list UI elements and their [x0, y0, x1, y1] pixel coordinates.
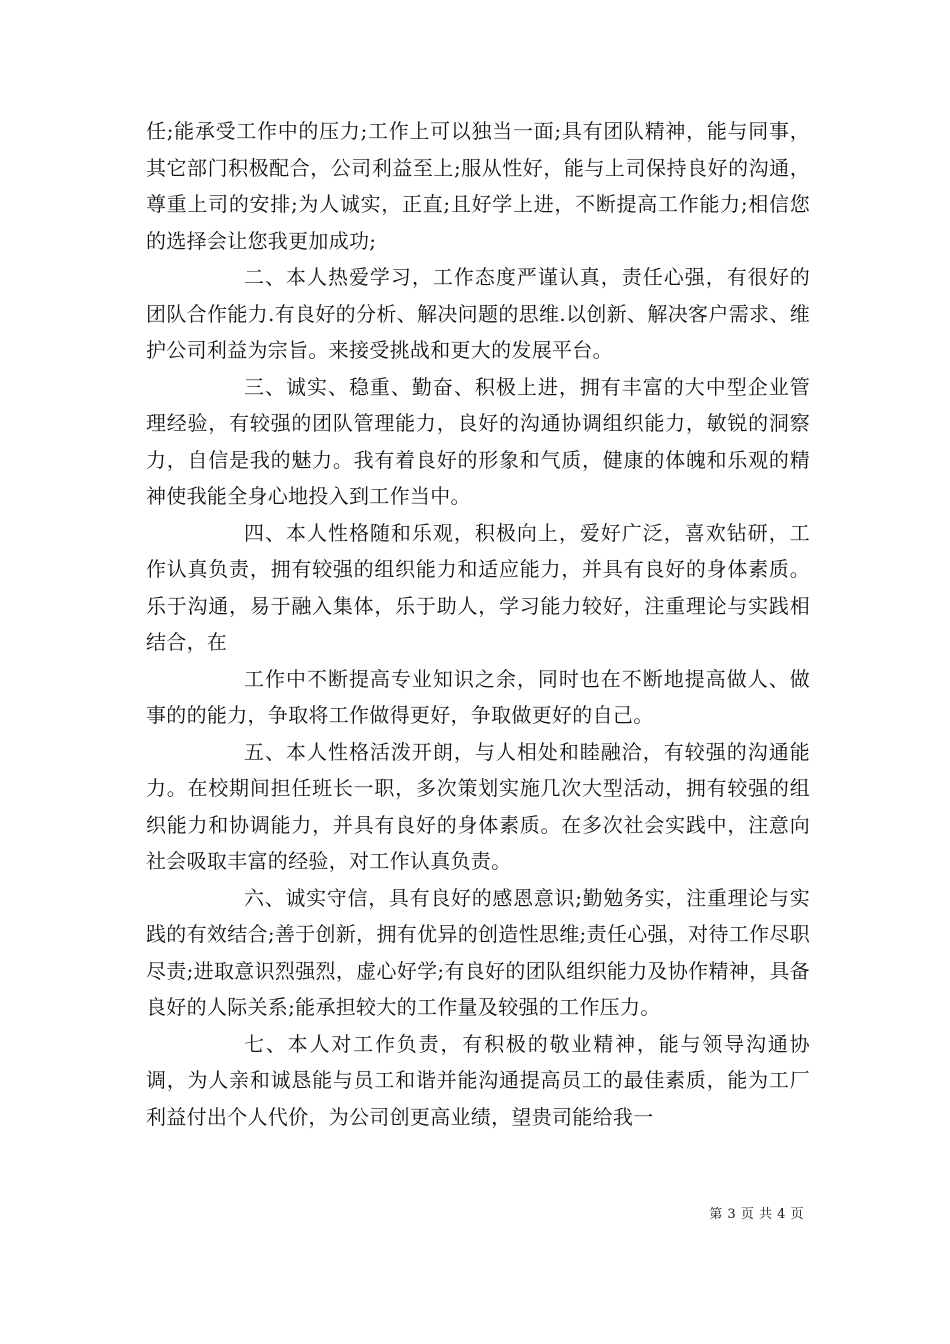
paragraph-5: 五、本人性格活泼开朗，与人相处和睦融洽，有较强的沟通能力。在校期间担任班长一职，多次策划实施几次大型活动，拥有较强的组织能力和协调能力，并具有良好的身体素质。在多次社会实践中，注意向社会吸取丰富的经验，对工作认真负责。 — [146, 739, 810, 873]
paragraph-4: 四、本人性格随和乐观，积极向上，爱好广泛，喜欢钻研，工作认真负责，拥有较强的组织能力和适应能力，并具有良好的身体素质。乐于沟通，易于融入集体，乐于助人，学习能力较好，注重理论与实践相结合，在 — [146, 520, 810, 654]
page-number-footer: 第 3 页 共 4 页 — [709, 1207, 804, 1222]
paragraph-2: 二、本人热爱学习，工作态度严谨认真，责任心强，有很好的团队合作能力.有良好的分析、解决问题的思维.以创新、解决客户需求、维护公司利益为宗旨。来接受挑战和更大的发展平台。 — [146, 265, 810, 362]
document-body — [146, 113, 810, 1135]
paragraph-6: 六、诚实守信，具有良好的感恩意识;勤勉务实，注重理论与实践的有效结合;善于创新，拥有优异的创造性思维;责任心强，对待工作尽职尽责;进取意识烈强烈，虚心好学;有良好的团队组织能力及协作精神，具备良好的人际关系;能承担较大的工作量及较强的工作压力。 — [146, 885, 810, 1019]
paragraph-continuation: 任;能承受工作中的压力;工作上可以独当一面;具有团队精神，能与同事，其它部门积极配合，公司利益至上;服从性好，能与上司保持良好的沟通，尊重上司的安排;为人诚实，正直;且好学上进，不断提高工作能力;相信您的选择会让您我更加成功; — [146, 119, 810, 253]
paragraph-7: 七、本人对工作负责，有积极的敬业精神，能与领导沟通协调，为人亲和诚恳能与员工和谐并能沟通提高员工的最佳素质，能为工厂利益付出个人代价，为公司创更高业绩，望贵司能给我一 — [146, 1031, 810, 1129]
paragraph-4-continued: 工作中不断提高专业知识之余，同时也在不断地提高做人、做事的的能力，争取将工作做得更好，争取做更好的自己。 — [146, 666, 810, 727]
paragraph-3: 三、诚实、稳重、勤奋、积极上进，拥有丰富的大中型企业管理经验，有较强的团队管理能力，良好的沟通协调组织能力，敏锐的洞察力，自信是我的魅力。我有着良好的形象和气质，健康的体魄和乐观的精神使我能全身心地投入到工作当中。 — [146, 374, 810, 508]
